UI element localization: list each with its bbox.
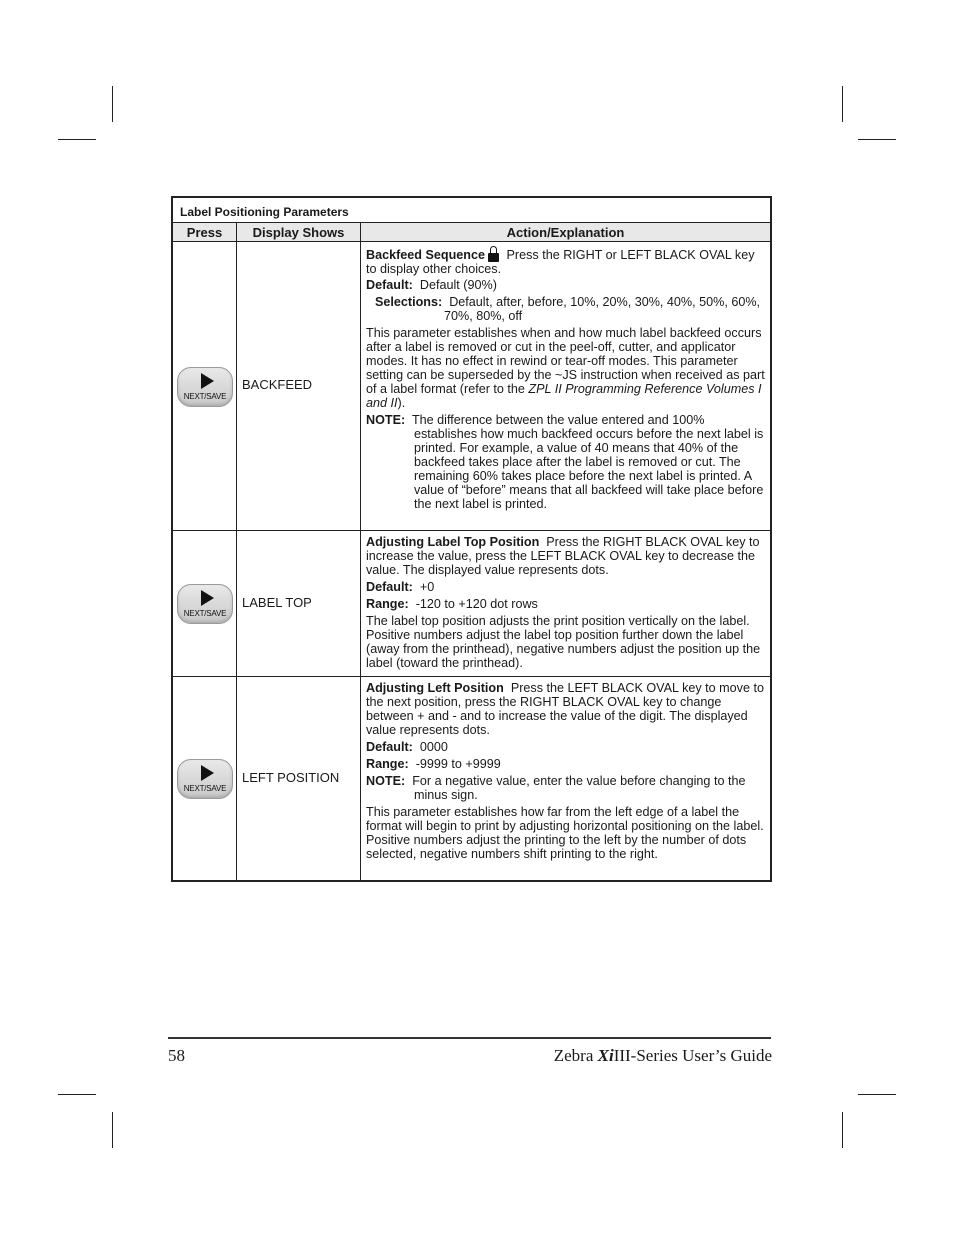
table-caption: Label Positioning Parameters [173,198,770,223]
default-label: Default: [366,580,413,594]
display-value: LABEL TOP [242,595,312,610]
key-label: NEXT/SAVE [183,609,227,618]
note-label: NOTE: [366,413,406,427]
title-prefix: Zebra [553,1046,598,1065]
default-value: Default (90%) [419,278,497,292]
crop-mark [112,1112,113,1148]
default-value: +0 [419,580,435,594]
row-title: Adjusting Label Top Position [366,535,540,549]
selections-value: Default, after, before, 10%, 20%, 30%, 40%, 50%, 60%, 70%, 80%, off [444,295,761,323]
body-text: The label top position adjusts the print position vertically on the label. Positive numbers adjust the label top position further down the label (away from the printhead), negative numbers adjust the position up the label (toward the printhead). [366,614,761,670]
table-row [173,242,770,531]
range-label: Range: [366,757,409,771]
selections-label: Selections: [375,295,443,309]
crop-mark [58,139,96,140]
title-italic: Xi [597,1046,614,1065]
row-title: Backfeed Sequence [366,248,485,262]
play-arrow-icon [201,765,214,781]
footer-rule [168,1037,771,1039]
row-title-text: Press the RIGHT or LEFT BLACK OVAL key to display other choices. [366,248,755,276]
crop-mark [842,1112,843,1148]
range-label: Range: [366,597,409,611]
table-row [173,531,770,677]
table-row [173,677,770,880]
title-suffix: III-Series User’s Guide [613,1046,772,1065]
crop-mark [842,86,843,122]
default-label: Default: [366,278,413,292]
crop-mark [112,86,113,122]
header-display-shows: Display Shows [252,225,345,240]
display-value: BACKFEED [242,377,313,392]
note-label: NOTE: [366,774,406,788]
table-header [173,223,770,242]
next-save-key [177,367,233,407]
play-arrow-icon [201,373,214,389]
default-label: Default: [366,740,413,754]
row-title: Adjusting Left Position [366,681,504,695]
row-title-text: Press the RIGHT BLACK OVAL key to increase the value, press the LEFT BLACK OVAL key to decrease the value. The displayed value represents dots. [366,535,760,577]
next-save-key [177,759,233,799]
display-value: LEFT POSITION [242,770,340,785]
header-action-explanation: Action/Explanation [506,225,625,240]
action-explanation [366,246,766,514]
note-text: For a negative value, enter the value before changing to the minus sign. [412,774,746,802]
next-save-key [177,584,233,624]
note-text: The difference between the value entered and 100% establishes how much backfeed occurs before the next label is printed. For example, a value of 40 means that 40% of the backfeed takes place after the label is removed or cut. The remaining 60% takes place before the next label is printed. A value of “before” means that all backfeed will take place before the next label is printed. [411,413,764,511]
action-explanation [366,535,766,673]
crop-mark [858,139,896,140]
play-arrow-icon [201,590,214,606]
default-value: 0000 [419,740,448,754]
body-text: This parameter establishes when and how much label backfeed occurs after a label is removed or cut in the peel-off, cutter, and applicator modes. It has no effect in rewind or tear-off modes. This parameter setting can be superseded by the ~JS instruction when received as part of a label format (refer to the [366,326,765,396]
reference-title: ZPL II Programming Reference Volumes I and II [366,382,762,410]
key-label: NEXT/SAVE [183,392,227,401]
body-text-end: ). [397,396,406,410]
header-press: Press [186,225,223,240]
range-value: -120 to +120 dot rows [415,597,538,611]
body-text: This parameter establishes how far from the left edge of a label the format will begin to print by adjusting horizontal positioning on the label. Positive numbers adjust the printing to the left by the number of dots selected, negative numbers shift printing to the right. [366,805,764,861]
label-positioning-table [171,196,772,882]
document-title [554,1046,772,1066]
range-value: -9999 to +9999 [415,757,501,771]
row-title-text: Press the LEFT BLACK OVAL key to move to the next position, press the RIGHT BLACK OVAL key to change between + and - and to increase the value of the digit. The displayed value represents dots. [366,681,764,737]
page-number: 58 [168,1046,185,1065]
action-explanation [366,681,766,864]
key-label: NEXT/SAVE [183,784,227,793]
crop-mark [58,1094,96,1095]
lock-icon [488,246,499,262]
crop-mark [858,1094,896,1095]
